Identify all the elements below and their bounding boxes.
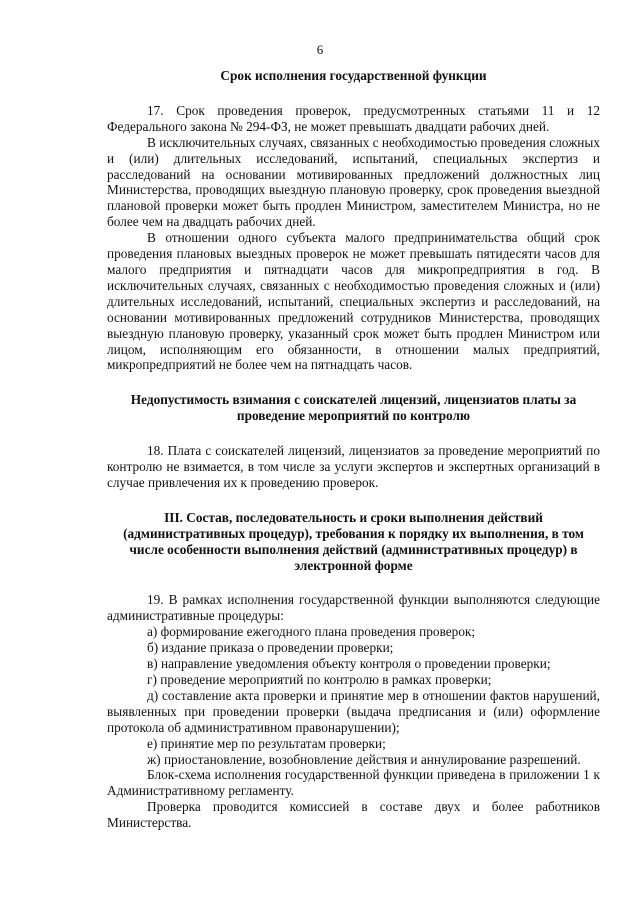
list-item-d: д) составление акта проверки и принятие мер в отношении фактов нарушений, выявленных при проведении проверки (выдача предписания и (или) оформление протокола об административном правонарушении); (107, 687, 600, 735)
page-number: 6 (316, 42, 324, 57)
section-heading-no-fee: Недопустимость взимания с соискателей лицензий, лицензиатов платы за проведение мероприятий по контролю (130, 392, 577, 424)
page-content (107, 68, 600, 831)
paragraph-18: 18. Плата с соискателей лицензий, лицензиатов за проведение мероприятий по контролю не взимается, в том числе за услуги экспертов и экспертных организаций в случае привлечения их к проведению проверок. (107, 443, 600, 490)
section-heading-chapter-3: III. Состав, последовательность и сроки выполнения действий (административных процедур), требования к порядку их выполнения, в том числе особенности выполнения действий (административных процедур) в электронной форме (123, 509, 584, 573)
paragraph-exceptional-cases: В исключительных случаях, связанных с необходимостью проведения сложных и (или) длительных исследований, испытаний, специальных экспертиз и расследований на основании мотивированных предложений должностных лиц Министерства, проводящих выездную плановую проверку, срок проведения выездной плановой проверки может быть продлен Министром, заместителем Министра, но не более чем на двадцать рабочих дней. (107, 134, 600, 230)
list-item-v: в) направление уведомления объекту контроля о проведении проверки; (147, 656, 551, 672)
paragraph-17: 17. Срок проведения проверок, предусмотренных статьями 11 и 12 Федерального закона № 294-ФЗ, не может превышать двадцати рабочих дней. (107, 102, 600, 134)
section-heading-term: Срок исполнения государственной функции (220, 68, 487, 83)
list-item-e: е) принятие мер по результатам проверки; (147, 735, 386, 751)
list-item-zh: ж) приостановление, возобновление действия и аннулирование разрешений. (147, 751, 581, 767)
paragraph-small-business: В отношении одного субъекта малого предпринимательства общий срок проведения плановых выездных проверок не может превышать пятидесяти часов для малого предприятия и пятнадцати часов для микропредприятия в год. В исключительных случаях, связанных с необходимостью проведения сложных и (или) длительных исследований, испытаний, специальных экспертиз и расследований, на основании мотивированных предложений сотрудников Министерства, проводящих выездную плановую проверку, указанный срок может быть продлен Министром или лицом, исполняющим его обязанности, в отношении малых предприятий, микропредприятий не более чем на пятнадцать часов. (107, 230, 600, 373)
list-item-g: г) проведение мероприятий по контролю в рамках проверки; (147, 672, 492, 687)
paragraph-commission: Проверка проводится комиссией в составе двух и более работников Министерства. (107, 799, 600, 831)
list-item-a: а) формирование ежегодного плана проведения проверок; (147, 624, 476, 640)
paragraph-19: 19. В рамках исполнения государственной функции выполняются следующие административные процедуры: (107, 592, 600, 624)
paragraph-flowchart: Блок-схема исполнения государственной функции приведена в приложении 1 к Административному регламенту. (107, 767, 600, 799)
list-item-b: б) издание приказа о проведении проверки; (147, 640, 394, 656)
